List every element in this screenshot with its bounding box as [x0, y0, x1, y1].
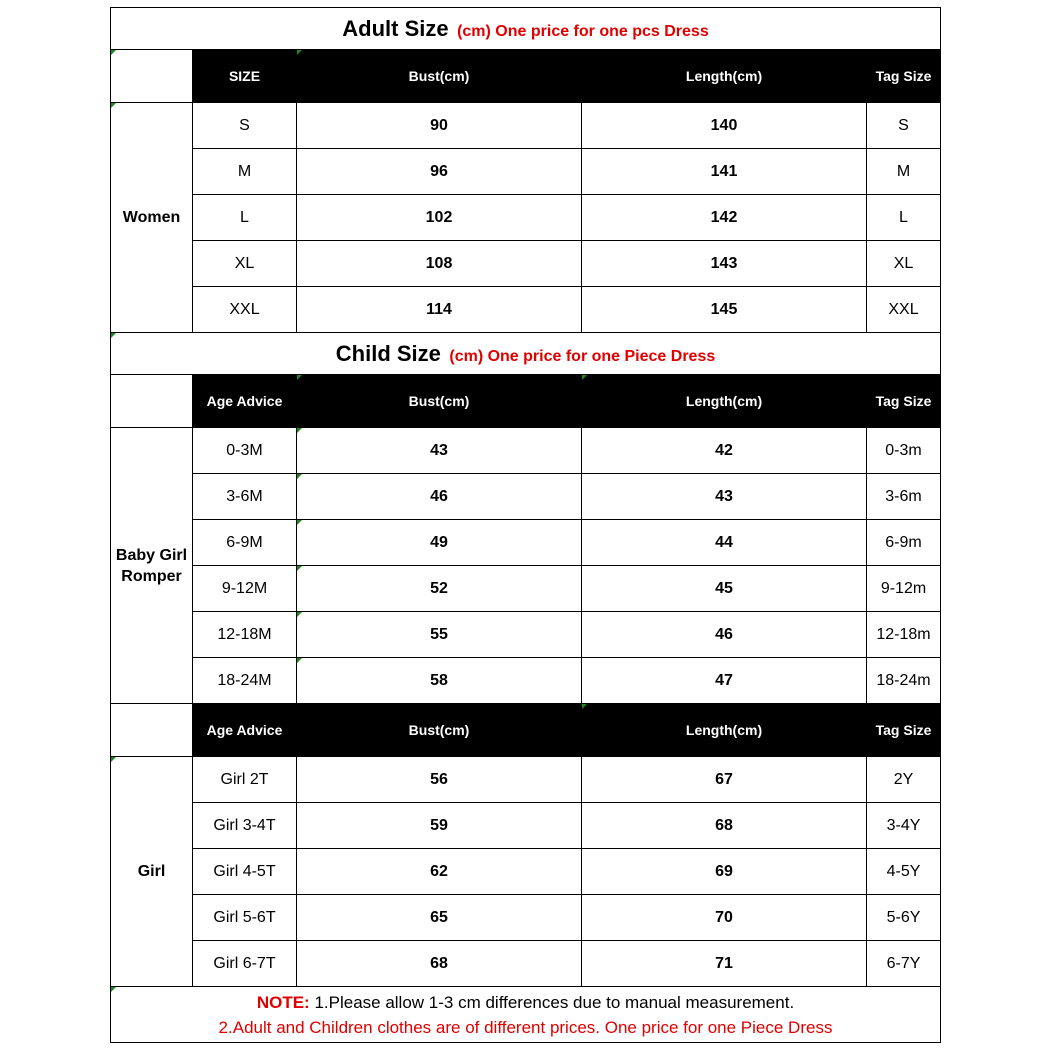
length-cell: 44 — [582, 520, 867, 566]
girl-header-tag: Tag Size — [867, 704, 941, 757]
baby-header-bust: Bust(cm) — [297, 375, 582, 428]
adult-header-length: Length(cm) — [582, 50, 867, 103]
adult-header-size: SIZE — [193, 50, 297, 103]
table-row — [111, 474, 941, 520]
tag-cell: 3-6m — [867, 474, 941, 520]
length-cell: 145 — [582, 287, 867, 333]
length-cell: 141 — [582, 149, 867, 195]
age-cell: 6-9M — [193, 520, 297, 566]
bust-cell: 68 — [297, 941, 582, 987]
bust-cell: 46 — [297, 474, 582, 520]
table-row — [111, 520, 941, 566]
bust-cell: 52 — [297, 566, 582, 612]
length-cell: 42 — [582, 428, 867, 474]
bust-cell: 56 — [297, 757, 582, 803]
age-cell: Girl 4-5T — [193, 849, 297, 895]
tag-cell: XL — [867, 241, 941, 287]
adult-subtitle: (cm) One price for one pcs Dress — [457, 22, 709, 40]
length-cell: 67 — [582, 757, 867, 803]
child-title-row — [111, 333, 941, 375]
bust-cell: 59 — [297, 803, 582, 849]
table-row — [111, 103, 941, 149]
age-cell: 0-3M — [193, 428, 297, 474]
table-row — [111, 658, 941, 704]
baby-header-age: Age Advice — [193, 375, 297, 428]
girl-header-age: Age Advice — [193, 704, 297, 757]
size-cell: L — [193, 195, 297, 241]
tag-cell: 2Y — [867, 757, 941, 803]
length-cell: 46 — [582, 612, 867, 658]
girl-header-row — [111, 704, 941, 757]
size-cell: XL — [193, 241, 297, 287]
age-cell: Girl 5-6T — [193, 895, 297, 941]
size-cell: S — [193, 103, 297, 149]
length-cell: 45 — [582, 566, 867, 612]
group-label-girl: Girl — [111, 757, 193, 987]
length-cell: 71 — [582, 941, 867, 987]
bust-cell: 102 — [297, 195, 582, 241]
age-cell: Girl 6-7T — [193, 941, 297, 987]
child-subtitle: (cm) One price for one Piece Dress — [449, 347, 716, 365]
length-cell: 70 — [582, 895, 867, 941]
bust-cell: 43 — [297, 428, 582, 474]
table-row — [111, 241, 941, 287]
girl-header-length: Length(cm) — [582, 704, 867, 757]
note-text-1: 1.Please allow 1-3 cm differences due to manual measurement. — [309, 992, 795, 1012]
tag-cell: 12-18m — [867, 612, 941, 658]
table-row — [111, 757, 941, 803]
table-row — [111, 941, 941, 987]
table-row — [111, 612, 941, 658]
bust-cell: 108 — [297, 241, 582, 287]
tag-cell: 6-7Y — [867, 941, 941, 987]
size-cell: M — [193, 149, 297, 195]
table-row — [111, 287, 941, 333]
adult-header-tag: Tag Size — [867, 50, 941, 103]
child-title: Child Size — [335, 340, 441, 366]
note-label: NOTE: — [256, 992, 310, 1012]
note-line-2: 2.Adult and Children clothes are of different prices. One price for one Piece Dress — [218, 1017, 833, 1037]
tag-cell: 0-3m — [867, 428, 941, 474]
age-cell: Girl 3-4T — [193, 803, 297, 849]
child-title-cell — [111, 333, 941, 375]
bust-cell: 96 — [297, 149, 582, 195]
baby-header-blank — [111, 375, 193, 428]
tag-cell: M — [867, 149, 941, 195]
size-chart-table — [110, 7, 941, 1043]
girl-header-blank — [111, 704, 193, 757]
age-cell: 18-24M — [193, 658, 297, 704]
age-cell: 3-6M — [193, 474, 297, 520]
baby-header-tag: Tag Size — [867, 375, 941, 428]
adult-header-blank — [111, 50, 193, 103]
group-label-baby-romper — [111, 428, 193, 704]
length-cell: 142 — [582, 195, 867, 241]
age-cell: 12-18M — [193, 612, 297, 658]
adult-header-row — [111, 50, 941, 103]
table-row — [111, 195, 941, 241]
bust-cell: 65 — [297, 895, 582, 941]
group-label-women: Women — [111, 103, 193, 333]
adult-title: Adult Size — [342, 15, 449, 41]
length-cell: 43 — [582, 474, 867, 520]
baby-header-row — [111, 375, 941, 428]
tag-cell: 3-4Y — [867, 803, 941, 849]
size-cell: XXL — [193, 287, 297, 333]
bust-cell: 55 — [297, 612, 582, 658]
tag-cell: 6-9m — [867, 520, 941, 566]
group-label-baby-line1: Baby Girl — [115, 546, 188, 564]
girl-header-bust: Bust(cm) — [297, 704, 582, 757]
tag-cell: 9-12m — [867, 566, 941, 612]
table-row — [111, 803, 941, 849]
age-cell: Girl 2T — [193, 757, 297, 803]
table-row — [111, 428, 941, 474]
table-row — [111, 849, 941, 895]
adult-header-bust: Bust(cm) — [297, 50, 582, 103]
tag-cell: L — [867, 195, 941, 241]
note-line-1 — [111, 990, 940, 1015]
age-cell: 9-12M — [193, 566, 297, 612]
length-cell: 47 — [582, 658, 867, 704]
bust-cell: 90 — [297, 103, 582, 149]
length-cell: 143 — [582, 241, 867, 287]
bust-cell: 58 — [297, 658, 582, 704]
bust-cell: 114 — [297, 287, 582, 333]
tag-cell: 18-24m — [867, 658, 941, 704]
note-cell — [111, 987, 941, 1043]
length-cell: 68 — [582, 803, 867, 849]
tag-cell: 5-6Y — [867, 895, 941, 941]
length-cell: 69 — [582, 849, 867, 895]
adult-title-row — [111, 8, 941, 50]
tag-cell: 4-5Y — [867, 849, 941, 895]
table-row — [111, 895, 941, 941]
group-label-baby-line2: Romper — [121, 567, 182, 585]
tag-cell: S — [867, 103, 941, 149]
length-cell: 140 — [582, 103, 867, 149]
bust-cell: 49 — [297, 520, 582, 566]
table-row — [111, 149, 941, 195]
adult-title-cell — [111, 8, 941, 50]
baby-header-length: Length(cm) — [582, 375, 867, 428]
tag-cell: XXL — [867, 287, 941, 333]
note-row — [111, 987, 941, 1043]
bust-cell: 62 — [297, 849, 582, 895]
table-row — [111, 566, 941, 612]
